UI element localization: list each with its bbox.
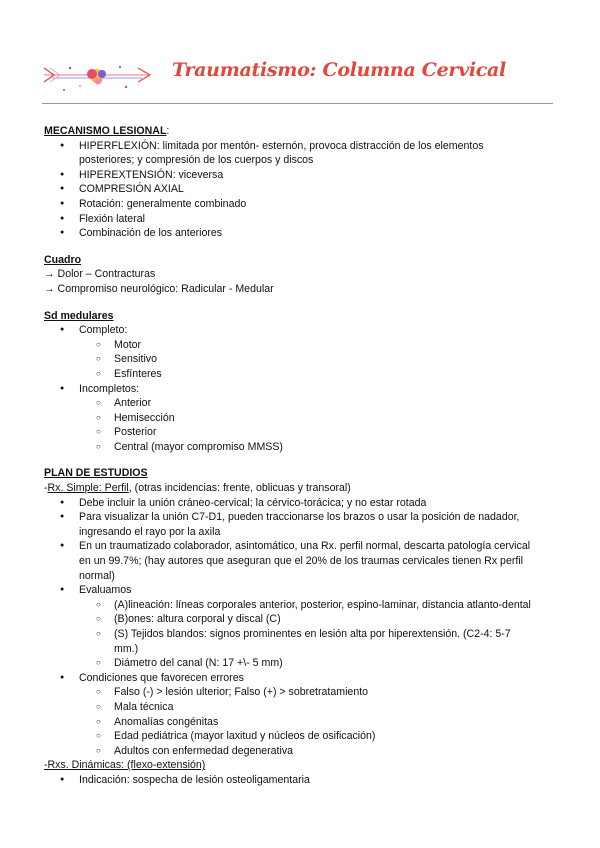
sublist-item: ○ Edad pediátrica (mayor laxitud y núcleos de osificación) xyxy=(44,729,559,744)
list-item: ● Para visualizar la unión C7-D1, pueden traccionarse los brazos o usar la posición de nadador, ingresando el rayo por la axila xyxy=(44,510,559,539)
header-divider xyxy=(42,103,553,104)
sublist-item: ○ Diámetro del canal (N: 17 +\- 5 mm) xyxy=(44,656,559,671)
section-heading: Cuadro xyxy=(44,253,82,266)
section-heading: Sd medulares xyxy=(44,309,114,322)
sublist-item: ○ Anomalías congénitas xyxy=(44,715,559,730)
sublist-item: ○ (A)lineación: líneas corporales anterior, posterior, espino-laminar, distancia atlanto-dental xyxy=(44,598,559,613)
rx-dinamicas-line: -Rxs. Dinámicas: (flexo-extensión) xyxy=(44,759,206,772)
rx-simple-line: -Rx. Simple: Perfil, (otras incidencias: frente, oblicuas y transoral) xyxy=(44,482,351,495)
section-plan-estudios xyxy=(44,466,559,787)
list-item: ● HIPERFLEXIÓN: limitada por mentón- esternón, provoca distracción de los elementos posteriores; y compresión de los cuerpos y discos xyxy=(44,139,559,168)
text-line: → Compromiso neurológico: Radicular - Medular xyxy=(44,282,274,295)
sublist-item: ○ Motor xyxy=(44,338,559,353)
page-header xyxy=(0,0,600,110)
list-item: ● COMPRESIÓN AXIAL xyxy=(44,182,559,197)
document-body xyxy=(44,124,559,788)
sublist-item: ○ Sensitivo xyxy=(44,352,559,367)
list-item: ● Condiciones que favorecen errores ○ Falso (-) > lesión ulterior; Falso (+) > sobretratamiento ○ Mala técnica ○ Anomalías congénitas ○ Edad pediátrica (mayor laxitud y núcleos de osificación) ○ Adultos con enfermedad degenerativa xyxy=(44,671,559,759)
list-item: ● Evaluamos ○ (A)lineación: líneas corporales anterior, posterior, espino-laminar, distancia atlanto-dental ○ (B)ones: altura corporal y discal (C) ○ (S) Tejidos blandos: signos prominentes en lesión alta por hiperextensión. (C2-4: 5-7 mm.) ○ Diámetro del canal (N: 17 +\- 5 mm) xyxy=(44,583,559,671)
section-cuadro xyxy=(44,253,559,297)
list-item: ● Rotación: generalmente combinado xyxy=(44,197,559,212)
section-heading: MECANISMO LESIONAL: xyxy=(44,125,170,137)
text-line: → Dolor – Contracturas xyxy=(44,268,156,281)
sublist-item: ○ Posterior xyxy=(44,425,559,440)
section-mecanismo xyxy=(44,124,559,241)
list-item: ● Incompletos: ○ Anterior ○ Hemisección ○ Posterior ○ Central (mayor compromiso MMSS) xyxy=(44,382,559,455)
decorative-arrow-icon xyxy=(42,62,162,96)
list-item: ● Debe incluir la unión cráneo-cervical; la cérvico-torácica; y no estar rotada xyxy=(44,496,559,511)
list-item: ● Completo: ○ Motor ○ Sensitivo ○ Esfínteres xyxy=(44,323,559,381)
sublist-item: ○ (S) Tejidos blandos: signos prominentes en lesión alta por hiperextensión. (C2-4: 5-7 mm.) xyxy=(44,627,559,656)
sublist-item: ○ Falso (-) > lesión ulterior; Falso (+) > sobretratamiento xyxy=(44,685,559,700)
page-title: Traumatismo: Columna Cervical xyxy=(172,59,506,81)
list-item: ● Indicación: sospecha de lesión osteoligamentaria xyxy=(44,773,559,788)
sublist-item: ○ Central (mayor compromiso MMSS) xyxy=(44,440,559,455)
sublist-item: ○ (B)ones: altura corporal y discal (C) xyxy=(44,612,559,627)
list-item: ● En un traumatizado colaborador, asintomático, una Rx. perfil normal, descarta patología cervical en un 99.7%; (hay autores que aseguran que el 20% de los traumas cervicales tienen Rx perfil normal) xyxy=(44,539,559,583)
section-heading: PLAN DE ESTUDIOS xyxy=(44,467,148,480)
sublist-item: ○ Esfínteres xyxy=(44,367,559,382)
list-item: ● Flexión lateral xyxy=(44,212,559,227)
sublist-item: ○ Mala técnica xyxy=(44,700,559,715)
sublist-item: ○ Anterior xyxy=(44,396,559,411)
sublist-item: ○ Adultos con enfermedad degenerativa xyxy=(44,744,559,759)
section-sd-medulares xyxy=(44,309,559,455)
sublist-item: ○ Hemisección xyxy=(44,411,559,426)
list-item: ● HIPEREXTENSIÓN: viceversa xyxy=(44,168,559,183)
list-item: ● Combinación de los anteriores xyxy=(44,226,559,241)
